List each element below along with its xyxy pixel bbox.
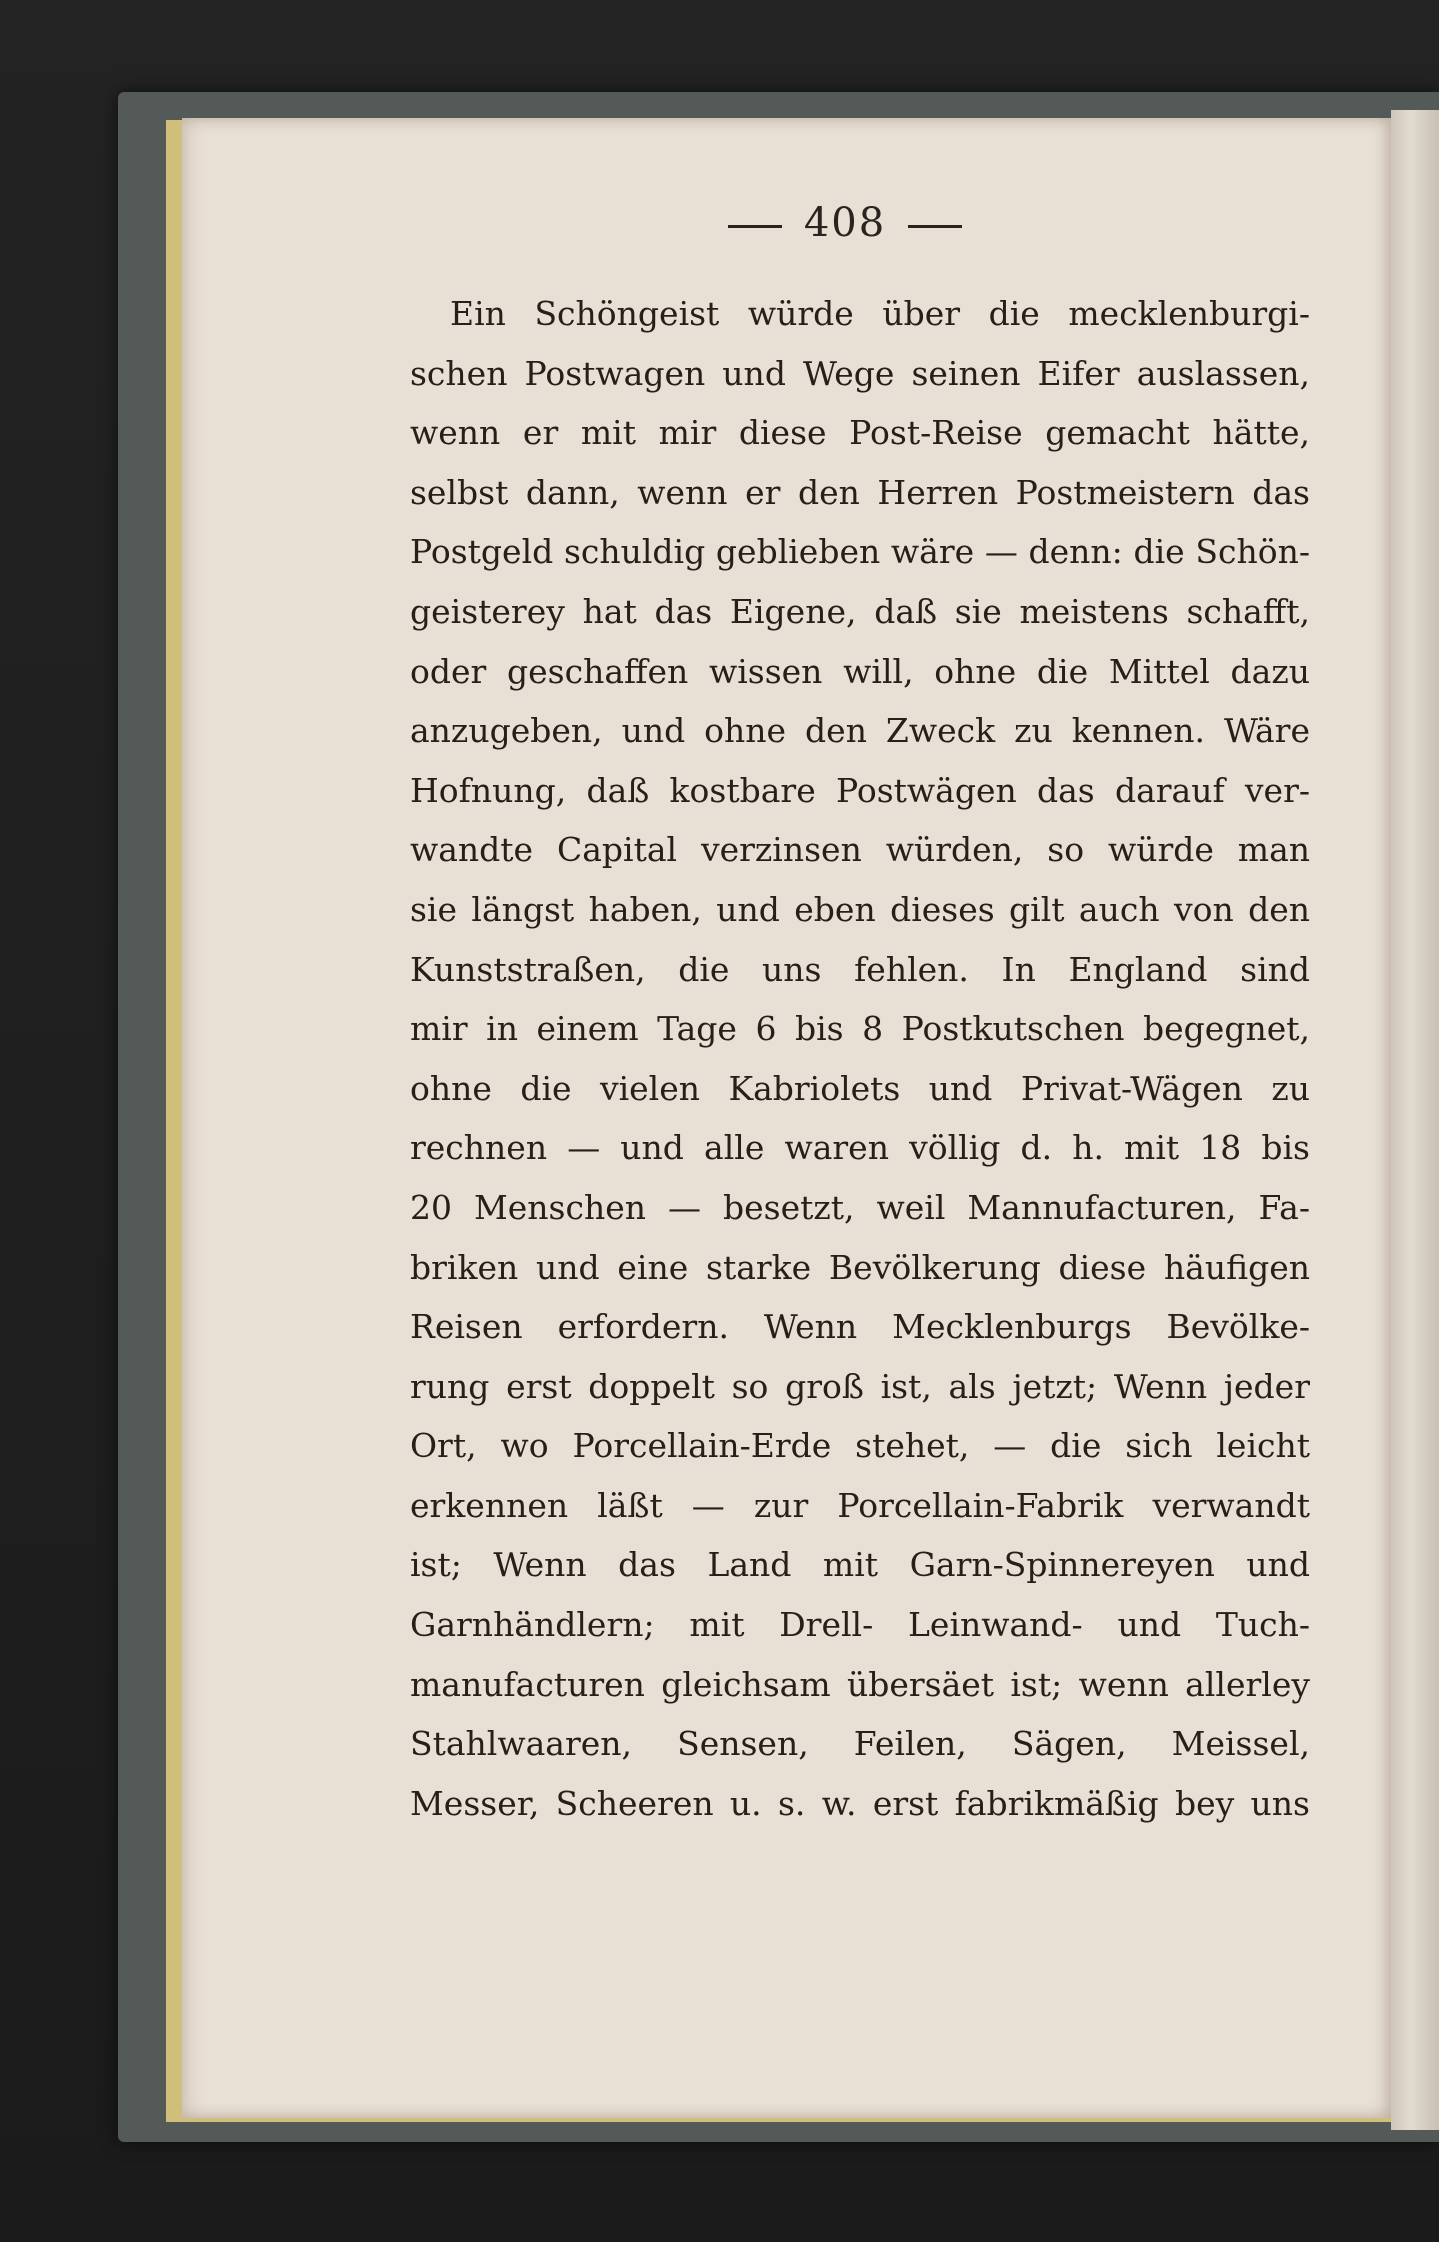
text-line: briken und eine starke Bevölkerung diese häufigen — [410, 1247, 1310, 1287]
text-line: Reisen erfordern. Wenn Mecklenburgs Bevölke- — [410, 1307, 1310, 1347]
text-line: oder geschaffen wissen will, ohne die Mittel dazu — [410, 651, 1310, 691]
text-line: wandte Capital verzinsen würden, so würde man — [410, 830, 1310, 870]
text-line: mir in einem Tage 6 bis 8 Postkutschen begegnet, — [410, 1009, 1310, 1049]
text-line: Ort, wo Porcellain-Erde stehet, — die sich leicht — [410, 1426, 1310, 1466]
text-line: Garnhändlern; mit Drell- Leinwand- und Tuch- — [410, 1605, 1310, 1645]
page-number: 408 — [803, 200, 887, 246]
text-line: manufacturen gleichsam übersäet ist; wenn allerley — [410, 1664, 1310, 1704]
text-line: 20 Menschen — besetzt, weil Mannufacturen, Fa- — [410, 1187, 1310, 1227]
next-page-edge — [1391, 110, 1439, 2130]
text-line: Hofnung, daß kostbare Postwägen das darauf ver- — [410, 770, 1310, 810]
text-line: ohne die vielen Kabriolets und Privat-Wägen zu — [410, 1068, 1310, 1108]
page-header — [680, 200, 1010, 246]
text-line: sie längst haben, und eben dieses gilt auch von den — [410, 889, 1310, 929]
text-line: rung erst doppelt so groß ist, als jetzt; Wenn jeder — [410, 1366, 1310, 1406]
header-dash-right — [908, 225, 962, 228]
text-line: anzugeben, und ohne den Zweck zu kennen. Wäre — [410, 711, 1310, 751]
text-line: ist; Wenn das Land mit Garn-Spinnereyen und — [410, 1545, 1310, 1585]
text-line: Postgeld schuldig geblieben wäre — denn: die Schön- — [410, 532, 1310, 572]
body-text — [410, 284, 1310, 1844]
header-dash-left — [728, 225, 782, 228]
text-line: rechnen — und alle waren völlig d. h. mit 18 bis — [410, 1128, 1310, 1168]
text-line: Kunststraßen, die uns fehlen. In England sind — [410, 949, 1310, 989]
text-line: geisterey hat das Eigene, daß sie meistens schafft, — [410, 591, 1310, 631]
text-line: schen Postwagen und Wege seinen Eifer auslassen, — [410, 353, 1310, 393]
text-line: Ein Schöngeist würde über die mecklenburgi- — [450, 294, 1310, 333]
text-line: Stahlwaaren, Sensen, Feilen, Sägen, Meissel, — [410, 1724, 1310, 1764]
text-line: erkennen läßt — zur Porcellain-Fabrik verwandt — [410, 1485, 1310, 1525]
text-line: Messer, Scheeren u. s. w. erst fabrikmäßig bey uns — [410, 1783, 1310, 1823]
text-line: wenn er mit mir diese Post-Reise gemacht hätte, — [410, 413, 1310, 453]
text-line: selbst dann, wenn er den Herren Postmeistern das — [410, 472, 1310, 512]
